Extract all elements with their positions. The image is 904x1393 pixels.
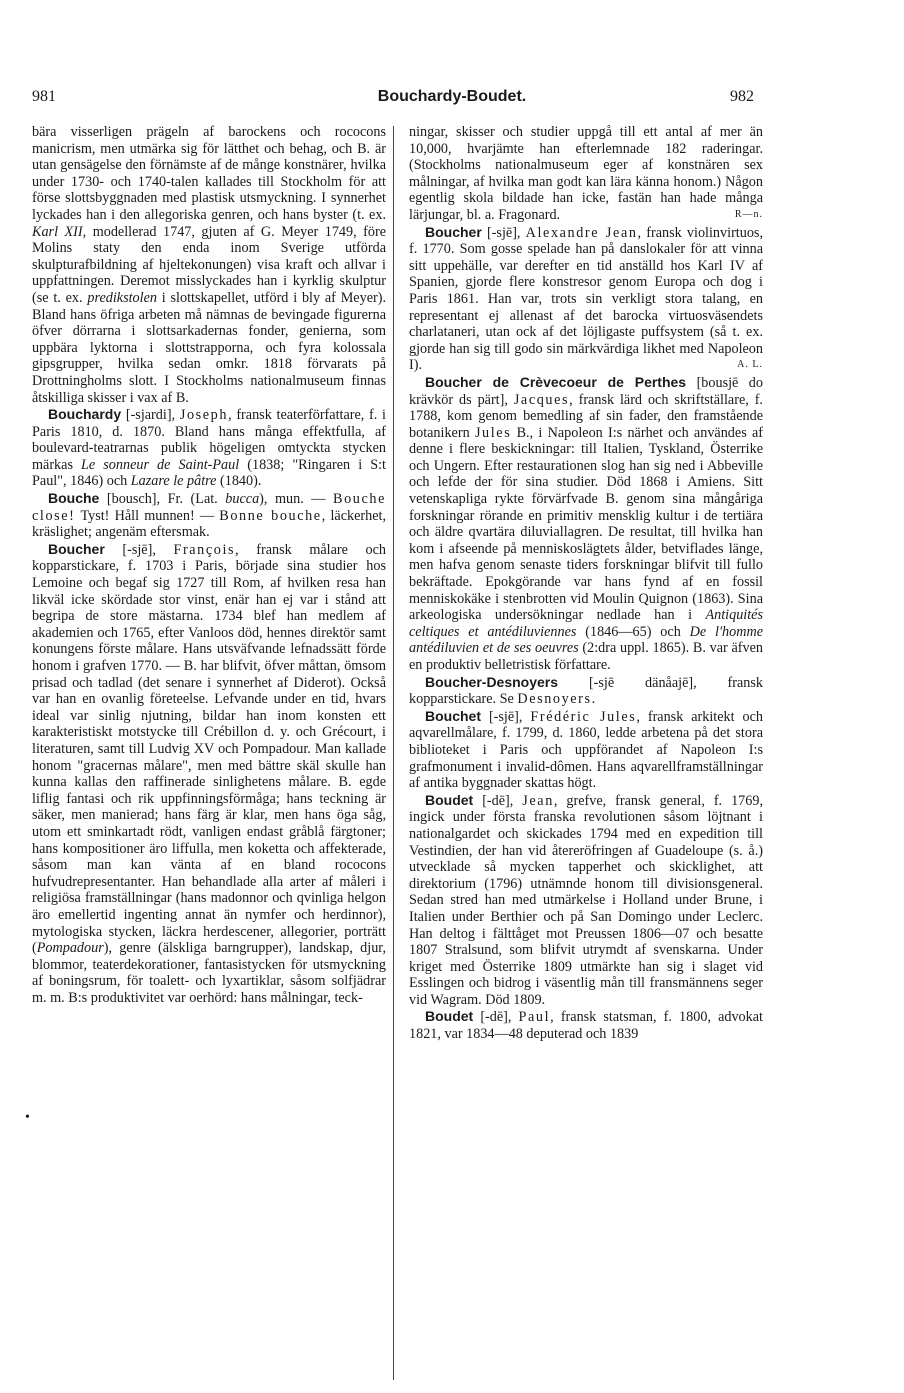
signature: A. L. bbox=[737, 359, 763, 371]
headword: Bouche bbox=[48, 490, 100, 507]
signature: R—n. bbox=[734, 208, 763, 220]
entry-boucher-desnoyers: Boucher-Desnoyers [-sjē dänåajē], fransk kopparstickare. Se Desnoyers. bbox=[409, 673, 763, 708]
running-title: Bouchardy-Boudet. bbox=[377, 88, 527, 105]
margin-mark: • bbox=[25, 1110, 30, 1125]
page-number-left: 981 bbox=[32, 88, 56, 105]
entry-bouche: Bouche [bousch], Fr. (Lat. bucca), mun. — Bouche close! Tyst! Håll munnen! — Bonne bouche, läckerhet, kräslighet; angenäm eftersmak. bbox=[32, 490, 386, 541]
entry-boudet-paul: Boudet [-dē], Paul, fransk statsman, f. 1800, advokat 1821, var 1834—48 deputerad och 1839 bbox=[409, 1008, 763, 1043]
entry-boudet-jean: Boudet [-dē], Jean, grefve, fransk general, f. 1769, ingick under första franska revolutionen såsom löjtnant i nationalgardet och skickades 1794 med en expedition till Vestindien, der han vid återeröfringen af Guadeloupe (s. å.) utvecklade så mycken tapperhet och skicklighet, att direktorium (1796) utnämnde honom till divisionsgeneral. Sedan stred han med utmärkelse i Holland under Brune, i Italien under Berthier och på San Domingo under Leclerc. Han deltog i fälttåget mot Preussen 1806—07 och besatte 1807 Stralsund, som blifvit utrymdt af svenskarna. Under kriget med Österrike 1809 utmärkte han sig i slaget vid Esslingen och bidrog i väsentlig mån till fransmännens seger vid Wagram. Död 1809. bbox=[409, 791, 763, 1008]
entry-bouchet: Bouchet [-sjē], Frédéric Jules, fransk arkitekt och aqvarellmålare, f. 1799, d. 1860, ledde arbetena på det stora biblioteket i Paris och uppförandet af Napoleon I:s grafmonument i invalid-dômen. Hans aqvarellframställningar af antika byggnader skattas högt. bbox=[409, 707, 763, 792]
right-column bbox=[409, 124, 763, 1043]
entry-continuation: ningar, skisser och studier uppgå till ett antal af mer än 10,000, hvarjämte han efterlemnade 182 raderingar. (Stockholms nationalmuseum eger af konstnären sex målningar, af hvilka man godt kan lära känna honom.) Någon egentlig skola bildade han icke, fastän han hade många lärjungar, bl. a. Fragonard. R—n. bbox=[409, 124, 763, 223]
headword: Boudet bbox=[425, 1008, 474, 1025]
page-number-right: 982 bbox=[730, 88, 754, 105]
left-column bbox=[32, 124, 386, 1006]
entry-boucher-alexandre: Boucher [-sjē], Alexandre Jean, fransk violinvirtuos, f. 1770. Som gosse spelade han på danslokaler för att vinna sitt uppehälle, var derefter en tid anställd hos Karl IV af Spanien, gjorde flere konstresor genom Europa och dog i Paris 1861. Han var, trots sin verkligt stora talang, en representant ej allenast af det barocka virtuosväsendets charlataneri, utan ock af det löjligaste puffsystem (så t. ex. gjorde han sig till godo sin märkvärdiga likhet med Napoleon I). A. L. bbox=[409, 223, 763, 374]
entry-continuation: bära visserligen prägeln af barockens och rococons manicrism, men utmärka sig för lätthet och behag, och B. är utan gensägelse den förnämste af de månge konstnärer, hvilka under 1730- och 1740-talen kallades till Stockholm för att förse slottsbyggnaden med plastisk utsmyckning. I synnerhet lyckades han i den allegoriska genren, och hans byster (t. ex. Karl XII, modellerad 1747, gjuten af G. Meyer 1749, före Molins staty den enda inom Sverige utförda skulpturafbildning af hjeltekonungen) visa kraft och allvar i uppfattningen. Deremot misslyckades han i kyrklig skulptur (se t. ex. predikstolen i slottskapellet, utförd i bly af Meyer). Bland hans öfriga arbeten må nämnas de bevingade figurerna öfver dörrarna i slottsarkadernas fonder, genierna, som uppbära lyktorna i slottstrapporna, och fyra kolossala gipsgrupper, hvilka sedan omkr. 1818 förvarats på Drottningholms slott. I Stockholms nationalmuseum finnas åtskilliga skisser i vax af B. bbox=[32, 124, 386, 406]
headword: Bouchardy bbox=[48, 406, 122, 423]
column-divider bbox=[393, 126, 394, 1380]
headword: Bouchet bbox=[425, 707, 481, 724]
entry-boucher-francois: Boucher [-sjē], François, fransk målare och kopparstickare, f. 1703 i Paris, började sina studier hos Lemoine och begaf sig 1727 till Rom, af hvilken resa han likväl icke skördade stor vinst, enär han ej var i stånd att begripa de store mästarna. 1734 blef han medlem af akademien och 1765, efter Vanloos död, hennes direktör samt konungens förste målare. Hans utsväfvande lefnadssätt förde honom i grafven 1770. — B. har blifvit, öfver måttan, ömsom prisad och tadlad (det senare i synnerhet af Diderot). Också var han en ovanlig företeelse. Lefvande under en tid, hvars ideal var sinlig njutning, bildar han inom konsten ett karakteristiskt motstycke till Crébillon d. y. och Grécourt, i literaturen, samt till Ludvig XV och Pompadour. Man kallade honom "gracernas målare", men med bättre skäl skulle han kunna kallas den raffinerade sinlighetens målare. B. egde liflig fantasi och rik uppfinningsförmåga; hans teckning är säker, men manierad; hans färg är klar, men hans öga såg, utom ett sminkartadt rödt, vanligen endast gråblå färgtoner; hans kompositioner äro liffulla, men koketta och affekterade, såsom man kan vänta af en bland rococons hufvudrepresentanter. Han behandlade alla arter af måleri i religiösa framställningar (hans madonnor och qvinliga helgon äro emellertid ingenting annat än nymfer och herdinnor), mytologiska stycken, läckra herdescener, allegorier, porträtt (Pompadour), genre (älskliga barngrupper), landskap, djur, blommor, teaterdekorationer, fantasistycken för utsmyckning af boningsrum, för toalett- och lyxartiklar, såsom solfjädrar m. m. B:s produktivitet var oerhörd: hans målningar, teck- bbox=[32, 540, 386, 1006]
headword: Boudet bbox=[425, 791, 474, 808]
headword: Boucher-Desnoyers bbox=[425, 673, 559, 690]
entry-boucher-de-perthes: Boucher de Crèvecoeur de Perthes [bousjē do krävkör ds pärt], Jacques, fransk lärd och skriftställare, f. 1788, kom genom bemedling af sin fader, den framstående botanikern Jules B., i Napoleon I:s närhet och användes af denne i flere beskickningar: till Italien, Tyskland, Österrike och Ungern. Efter restaurationen slog han sig ned i Abbeville och lefde der för sina studier. Död 1868 i Amiens. Sitt vetenskapliga rykte förvärfvade B. genom sina mångåriga forskningar rörande en primitiv mensklig kultur i de tertiära och äldre qvartära diluviallagren. De resultat, till hvilka han kom i afseende på menniskoslägtets ålder, betviflades länge, men hafva genom senaste tiders forskningar blifvit till fullo bekräftade. Epokgörande var hans fynd af en fossil menniskokäke i stenbrotten vid Moulin Quignon (1863). Sina arkeologiska undersökningar nedlade han i Antiquités celtiques et antédiluviennes (1846—65) och De l'homme antédiluvien et de ses oeuvres (2:dra uppl. 1865). B. var äfven en produktiv belletristisk författare. bbox=[409, 373, 764, 673]
headword: Boucher de Crèvecoeur de Perthes bbox=[425, 373, 687, 390]
entry-bouchardy: Bouchardy [-sjardi], Joseph, fransk teaterförfattare, f. i Paris 1810, d. 1870. Bland hans många effektfulla, af boulevard-teatrarnas publik högeligen omtyckta stycken märkas Le sonneur de Saint-Paul (1838; "Ringaren i S:t Paul", 1846) och Lazare le pâtre (1840). bbox=[32, 406, 386, 490]
headword: Boucher bbox=[425, 223, 482, 240]
headword: Boucher bbox=[48, 540, 105, 557]
